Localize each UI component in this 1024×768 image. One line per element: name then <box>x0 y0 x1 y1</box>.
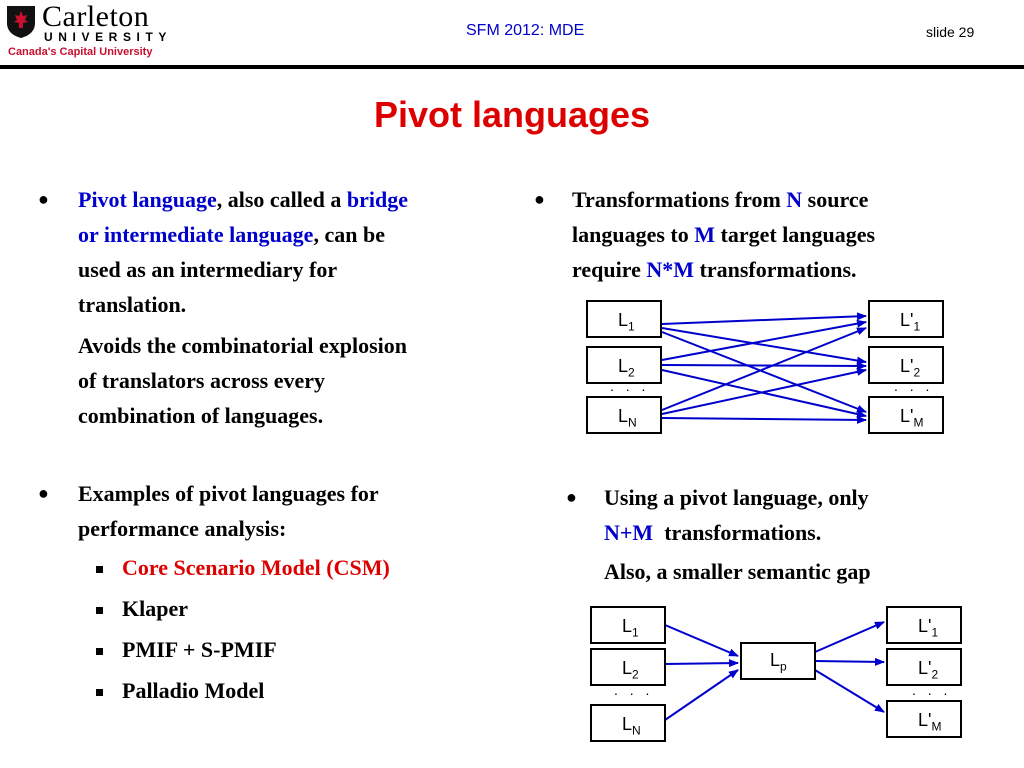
arrow-l2-lp2 <box>662 365 866 366</box>
pivot-target-ellipsis: . . . <box>912 682 952 698</box>
arrow-l2-pivot <box>665 663 738 664</box>
text-line: combination of languages. <box>78 403 324 428</box>
text-fragment: target languages <box>715 222 876 247</box>
pivot-source-box-l1 <box>590 606 666 644</box>
box-subscript: N <box>628 415 637 430</box>
box-label: L <box>622 714 633 734</box>
arrow-l1-lp1 <box>662 316 866 324</box>
text-fragment: transformations. <box>694 257 857 282</box>
term-pivot-language: Pivot language <box>78 187 217 212</box>
slide-title: Pivot languages <box>373 94 651 135</box>
text-fragment: source <box>802 187 869 212</box>
arrow-pivot-lp2 <box>815 661 884 662</box>
text-line: Examples of pivot languages for <box>78 481 379 506</box>
pivot-target-box-lp2 <box>886 648 962 686</box>
source-ellipsis: . . . <box>610 378 650 394</box>
target-box-lp1 <box>868 300 944 338</box>
term-n-plus-m: N+M <box>604 520 654 545</box>
text-fragment: transformations. <box>653 520 822 545</box>
box-label: L <box>618 406 629 426</box>
box-label: L' <box>918 710 932 730</box>
text-fragment: require <box>572 257 647 282</box>
bullet-dot: ● <box>38 189 49 209</box>
box-label: L <box>618 356 629 376</box>
slide-number: slide 29 <box>926 24 975 40</box>
box-label: L <box>770 650 781 670</box>
course-title: SFM 2012: MDE <box>466 22 585 39</box>
text-fragment: , can be <box>313 222 385 247</box>
term-bridge: bridge <box>346 187 409 212</box>
box-subscript: N <box>632 723 641 738</box>
target-ellipsis: . . . <box>894 378 934 394</box>
box-subscript: p <box>780 659 787 674</box>
text-line: Avoids the combinatorial explosion <box>78 333 408 358</box>
box-label: L' <box>900 356 914 376</box>
arrow-pivot-lm <box>815 670 884 712</box>
pivot-target-box-lm <box>886 700 962 738</box>
box-label: L' <box>900 406 914 426</box>
text-fragment: , also called a <box>216 187 347 212</box>
bullet-dot: ● <box>38 483 49 503</box>
box-subscript: 1 <box>931 625 939 640</box>
box-label: L <box>618 310 629 330</box>
logo-university: UNIVERSITY <box>44 30 173 44</box>
text-line: Using a pivot language, only <box>604 485 869 510</box>
text-line: performance analysis: <box>78 516 287 541</box>
text-line: used as an intermediary for <box>78 257 338 282</box>
example-palladio: Palladio Model <box>122 678 265 703</box>
pivot-source-box-ln <box>590 704 666 742</box>
box-label: L' <box>918 658 932 678</box>
box-subscript: 1 <box>632 625 639 640</box>
text-fragment: Transformations from <box>572 187 787 212</box>
arrow-ln-lm <box>662 418 866 420</box>
logo-name: Carleton <box>42 0 150 33</box>
target-box-lm <box>868 396 944 434</box>
box-subscript: 1 <box>913 319 921 334</box>
term-n: N <box>786 187 803 212</box>
box-subscript: M <box>931 719 942 734</box>
text-line: of translators across every <box>78 368 326 393</box>
box-label: L <box>622 616 633 636</box>
arrow-ln-pivot <box>665 670 738 720</box>
source-box-l1 <box>586 300 662 338</box>
box-subscript: 2 <box>913 365 921 380</box>
source-box-ln <box>586 396 662 434</box>
pivot-target-box-lp1 <box>886 606 962 644</box>
bullet-dot: ● <box>534 189 545 209</box>
term-m: M <box>694 222 716 247</box>
box-subscript: 1 <box>628 319 635 334</box>
bullet-dot: ● <box>566 487 577 507</box>
text-line: Also, a smaller semantic gap <box>604 559 871 584</box>
box-label: L' <box>900 310 914 330</box>
logo-tagline: Canada's Capital University <box>8 46 153 58</box>
pivot-box-lp <box>740 642 816 680</box>
example-klaper: Klaper <box>122 596 188 621</box>
pivot-source-ellipsis: . . . <box>614 682 654 698</box>
text-line: translation. <box>78 292 187 317</box>
arrow-pivot-lp1 <box>815 622 884 652</box>
term-n-times-m: N*M <box>646 257 695 282</box>
box-label: L <box>622 658 633 678</box>
box-subscript: M <box>913 415 924 430</box>
box-subscript: 2 <box>628 365 635 380</box>
term-intermediate-language: or intermediate language <box>78 222 314 247</box>
box-subscript: 2 <box>632 667 639 682</box>
text-fragment: languages to <box>572 222 695 247</box>
box-subscript: 2 <box>931 667 939 682</box>
example-pmif: PMIF + S-PMIF <box>122 637 277 662</box>
pivot-source-box-l2 <box>590 648 666 686</box>
arrow-l1-pivot <box>665 625 738 656</box>
example-csm: Core Scenario Model (CSM) <box>122 555 390 580</box>
box-label: L' <box>918 616 932 636</box>
